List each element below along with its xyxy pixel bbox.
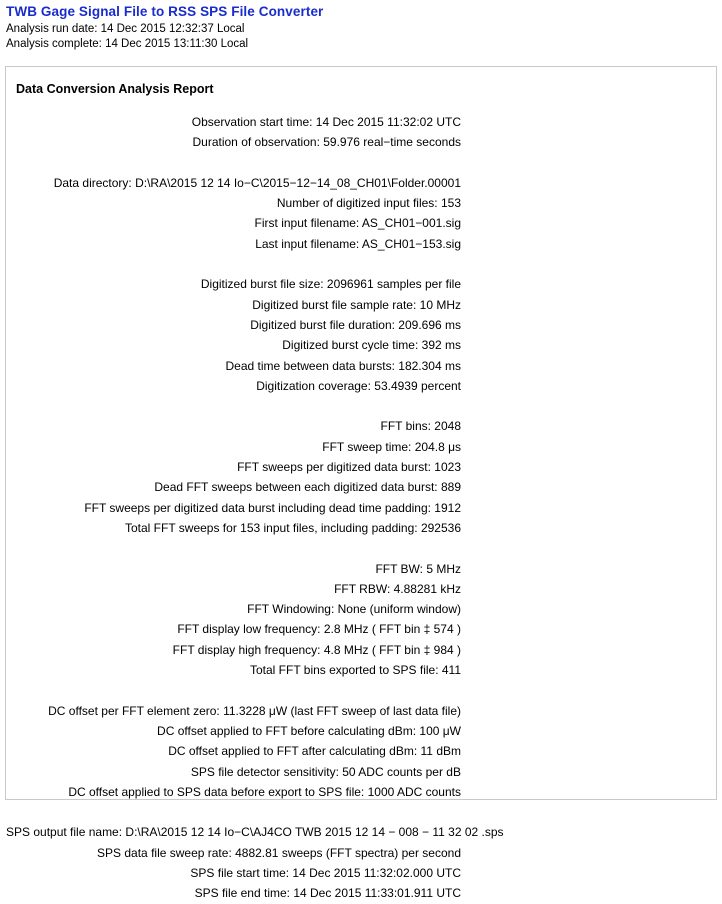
group-spacer (6, 396, 704, 416)
group-spacer (6, 538, 704, 558)
app-title: TWB Gage Signal File to RSS SPS File Converter (6, 4, 324, 19)
group-spacer (6, 802, 704, 822)
report-line: FFT RBW: 4.88281 kHz (334, 581, 461, 596)
report-line: First input filename: AS_CH01−001.sig (254, 216, 461, 231)
group-spacer (6, 680, 704, 700)
report-group-dc-offsets (6, 701, 704, 802)
report-line: SPS output file name: D:\RA\2015 12 14 Io−C\AJ4CO TWB 2015 12 14 − 008 − 11 32 02 .sps (6, 825, 504, 840)
report-group-observation (6, 112, 704, 153)
report-group-burst-timing (6, 274, 704, 396)
report-line: Dead FFT sweeps between each digitized data burst: 889 (154, 480, 461, 495)
report-line: Digitization coverage: 53.4939 percent (256, 378, 461, 393)
group-spacer (6, 153, 704, 173)
report-line: Total FFT bins exported to SPS file: 411 (250, 663, 461, 678)
analysis-complete-time: Analysis complete: 14 Dec 2015 13:11:30 Local (6, 38, 249, 50)
report-line: Digitized burst file duration: 209.696 ms (250, 317, 461, 332)
report-line: Last input filename: AS_CH01−153.sig (255, 236, 461, 251)
report-line: FFT BW: 5 MHz (375, 561, 461, 576)
report-group-fft-spectrum (6, 559, 704, 681)
group-spacer (6, 254, 704, 274)
report-line: DC offset applied to FFT after calculating dBm: 11 dBm (168, 744, 461, 759)
report-line: Digitized burst file sample rate: 10 MHz (252, 297, 461, 312)
report-line: Duration of observation: 59.976 real−time seconds (192, 135, 461, 150)
analysis-run-date: Analysis run date: 14 Dec 2015 12:32:37 Local (6, 23, 245, 35)
report-line: DC offset per FFT element zero: 11.3228 μW (last FFT sweep of last data file) (48, 703, 461, 718)
report-group-fft-sweeps (6, 416, 704, 538)
window-header (0, 0, 722, 52)
report-title: Data Conversion Analysis Report (16, 82, 214, 96)
report-line: FFT bins: 2048 (380, 419, 461, 434)
report-line: Digitized burst cycle time: 392 ms (282, 338, 461, 353)
report-line: FFT sweep time: 204.8 μs (322, 439, 461, 454)
report-line: SPS data file sweep rate: 4882.81 sweeps (FFT spectra) per second (97, 845, 461, 860)
report-line: Dead time between data bursts: 182.304 ms (225, 358, 461, 373)
report-line: Total FFT sweeps for 153 input files, including padding: 292536 (125, 520, 461, 535)
report-line: DC offset applied to FFT before calculating dBm: 100 μW (157, 723, 461, 738)
report-line: FFT display high frequency: 4.8 MHz ( FFT bin ‡ 984 ) (172, 642, 461, 657)
report-line: SPS file start time: 14 Dec 2015 11:32:02.000 UTC (190, 865, 461, 880)
report-panel (5, 66, 717, 901)
report-line: Number of digitized input files: 153 (276, 196, 461, 211)
report-line: FFT display low frequency: 2.8 MHz ( FFT bin ‡ 574 ) (177, 622, 461, 637)
report-group-sps-output (6, 822, 704, 903)
report-body (6, 112, 716, 904)
report-line: FFT Windowing: None (uniform window) (247, 602, 461, 617)
report-group-input-files (6, 173, 704, 254)
report-line: Observation start time: 14 Dec 2015 11:32:02 UTC (191, 115, 461, 129)
report-line: DC offset applied to SPS data before export to SPS file: 1000 ADC counts (68, 784, 461, 799)
report-line: Digitized burst file size: 2096961 samples per file (200, 277, 461, 292)
report-line: Data directory: D:\RA\2015 12 14 Io−C\2015−12−14_08_CH01\Folder.00001 (53, 175, 461, 190)
report-line: SPS file detector sensitivity: 50 ADC counts per dB (190, 764, 461, 779)
report-line: SPS file end time: 14 Dec 2015 11:33:01.911 UTC (194, 886, 461, 901)
report-line: FFT sweeps per digitized data burst including dead time padding: 1912 (84, 500, 461, 515)
report-line: FFT sweeps per digitized data burst: 1023 (237, 460, 461, 475)
